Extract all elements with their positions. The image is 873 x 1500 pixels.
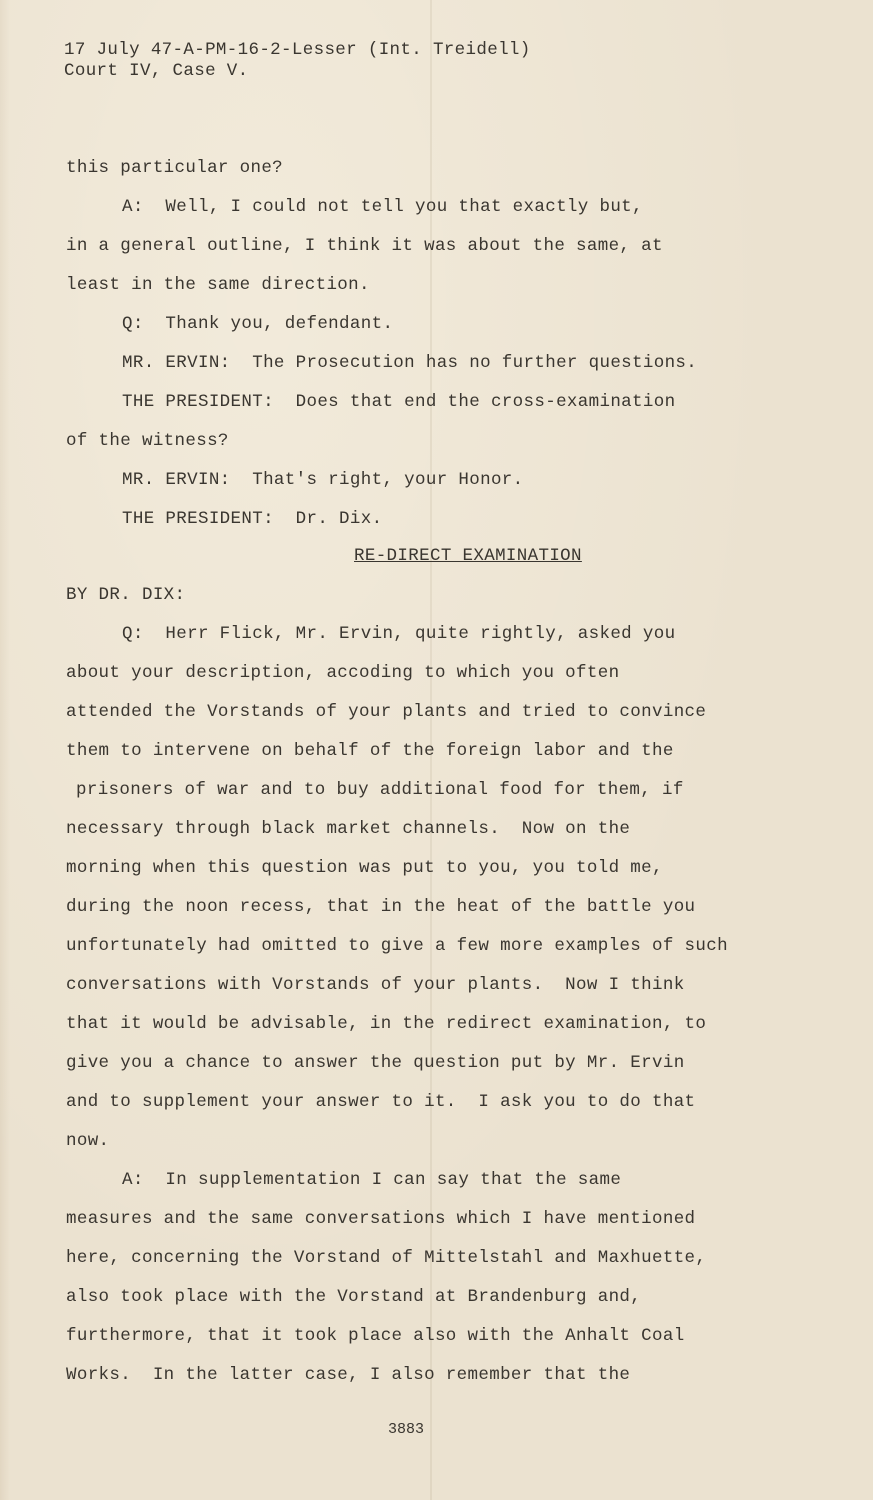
text-line: Q: Thank you, defendant.: [122, 314, 394, 334]
text-line: THE PRESIDENT: Does that end the cross-examination: [122, 392, 676, 412]
header-line-2: Court IV, Case V.: [64, 61, 249, 81]
text-line: least in the same direction.: [66, 275, 370, 295]
text-line: and to supplement your answer to it. I ask you to do that: [66, 1092, 696, 1112]
text-line: conversations with Vorstands of your plants. Now I think: [66, 975, 685, 995]
text-line: A: In supplementation I can say that the same: [122, 1170, 622, 1190]
text-line: MR. ERVIN: That's right, your Honor.: [122, 470, 524, 490]
text-line: here, concerning the Vorstand of Mittelstahl and Maxhuette,: [66, 1248, 707, 1268]
text-line: about your description, accoding to which you often: [66, 663, 620, 683]
text-line: this particular one?: [66, 158, 284, 178]
page-number: 3883: [388, 1421, 425, 1438]
text-line: Q: Herr Flick, Mr. Ervin, quite rightly, asked you: [122, 624, 676, 644]
header-line-1: 17 July 47-A-PM-16-2-Lesser (Int. Treidell): [64, 40, 531, 60]
text-line: Works. In the latter case, I also remember that the: [66, 1365, 631, 1385]
text-line: measures and the same conversations which I have mentioned: [66, 1209, 696, 1229]
text-line: morning when this question was put to you, you told me,: [66, 858, 663, 878]
text-line: prisoners of war and to buy additional food for them, if: [76, 780, 684, 800]
text-line: BY DR. DIX:: [66, 585, 186, 605]
text-line: that it would be advisable, in the redirect examination, to: [66, 1014, 707, 1034]
text-line: MR. ERVIN: The Prosecution has no further questions.: [122, 353, 698, 373]
text-line: furthermore, that it took place also with the Anhalt Coal: [66, 1326, 685, 1346]
text-line: give you a chance to answer the question put by Mr. Ervin: [66, 1053, 685, 1073]
text-line: also took place with the Vorstand at Brandenburg and,: [66, 1287, 642, 1307]
text-line: A: Well, I could not tell you that exactly but,: [122, 197, 643, 217]
text-line: attended the Vorstands of your plants and tried to convince: [66, 702, 707, 722]
text-line: THE PRESIDENT: Dr. Dix.: [122, 509, 383, 529]
text-line: of the witness?: [66, 431, 229, 451]
text-line: during the noon recess, that in the heat of the battle you: [66, 897, 696, 917]
text-line: necessary through black market channels. Now on the: [66, 819, 631, 839]
section-heading: RE-DIRECT EXAMINATION: [354, 546, 582, 566]
text-line: unfortunately had omitted to give a few more examples of such: [66, 936, 728, 956]
text-line: now.: [66, 1131, 110, 1151]
text-line: in a general outline, I think it was about the same, at: [66, 236, 663, 256]
text-line: them to intervene on behalf of the foreign labor and the: [66, 741, 674, 761]
